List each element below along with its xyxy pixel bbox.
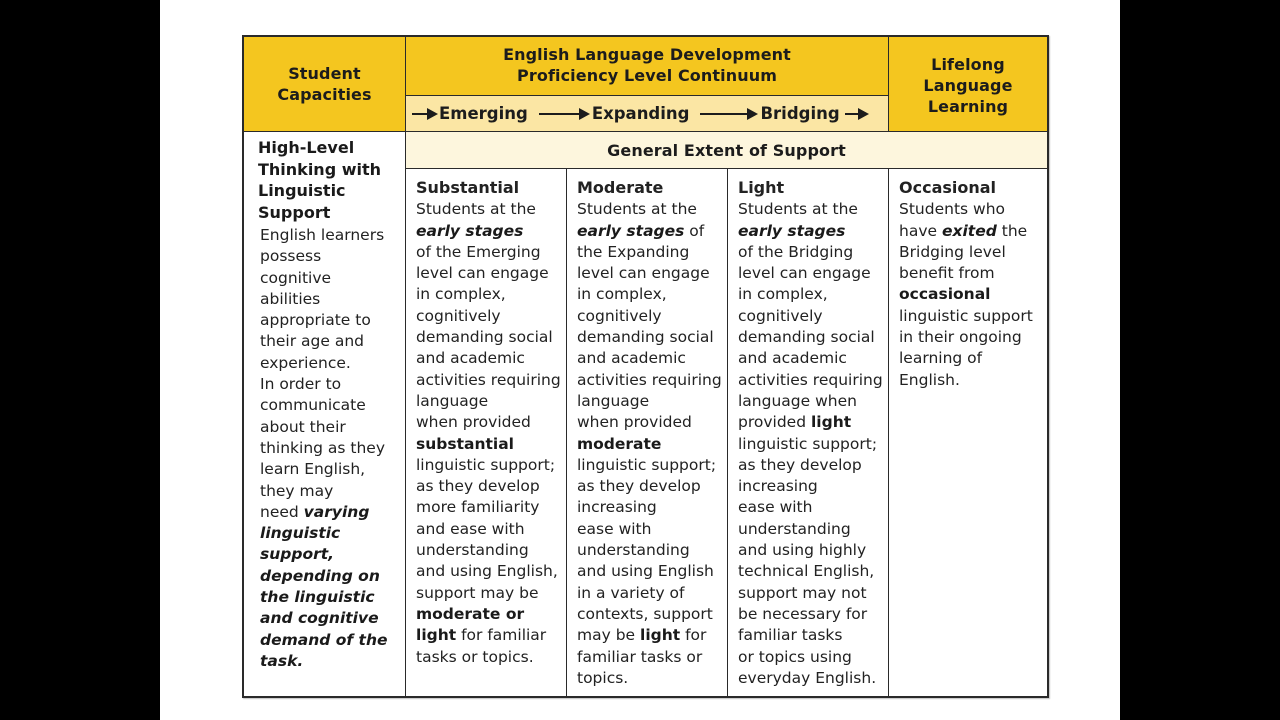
text-line: they may <box>260 481 334 500</box>
header-lifelong-learning <box>888 37 1047 131</box>
text-line: cognitively <box>416 306 501 325</box>
text-line: tasks or topics. <box>416 647 534 666</box>
text-line: early stages <box>416 221 524 240</box>
text-line: support may not <box>738 583 867 602</box>
text-line: depending on <box>260 566 380 585</box>
text-line: ease with <box>577 519 652 538</box>
text-line: demanding social <box>577 328 714 347</box>
capacities-title <box>258 137 401 223</box>
text-line: Students who <box>899 200 1006 219</box>
text-line: and cognitive <box>260 609 379 628</box>
text-line: task. <box>260 651 304 670</box>
column-moderate <box>566 168 727 696</box>
text-line: support may be <box>416 583 539 602</box>
text-line: linguistic support <box>899 306 1033 325</box>
text-line: linguistic support; <box>416 455 556 474</box>
text-line: in complex, <box>416 285 506 304</box>
eld-support-table <box>242 35 1049 698</box>
text-line: support, <box>260 545 335 564</box>
text-line: moderate <box>577 434 662 453</box>
capacities-title-line: Thinking with <box>258 159 382 179</box>
general-extent-label: General Extent of Support <box>607 140 846 160</box>
text-line: moderate or <box>416 604 525 623</box>
text-line: when provided <box>577 413 692 432</box>
text-line: and using highly <box>738 541 867 560</box>
text-line: in complex, <box>738 285 828 304</box>
text-line: occasional <box>899 285 991 304</box>
capacities-description <box>258 225 401 672</box>
text-line: Bridging level <box>899 242 1006 261</box>
text-line: and academic <box>416 349 525 368</box>
arrow-right-icon <box>700 113 756 115</box>
text-line: linguistic support; <box>738 434 878 453</box>
text-line: In order to <box>260 375 342 394</box>
support-level-title: Substantial <box>416 178 520 197</box>
text-line: familiar tasks <box>738 626 843 645</box>
text-line: level can engage <box>577 264 710 283</box>
text-line: possess <box>260 247 322 266</box>
text-line: language when <box>738 391 857 410</box>
text-line: and ease with <box>416 519 525 538</box>
text-line: level can engage <box>416 264 549 283</box>
header-eld-continuum <box>405 37 888 95</box>
text-line: abilities <box>260 289 321 308</box>
text-line: increasing <box>577 498 657 517</box>
text-line: English. <box>899 370 960 389</box>
text-line: understanding <box>577 541 690 560</box>
text-line: activities requiring <box>577 370 722 389</box>
text-line: and academic <box>577 349 686 368</box>
text-line: language <box>577 391 650 410</box>
text-line: topics. <box>577 668 629 687</box>
text-line: increasing <box>738 477 818 496</box>
text-line: cognitive <box>260 268 332 287</box>
text-line: and using English, <box>416 562 558 581</box>
text-line: may be light for <box>577 626 707 645</box>
text-line: early stages of <box>577 221 705 240</box>
arrow-right-icon <box>412 113 436 115</box>
text-line: thinking as they <box>260 438 386 457</box>
support-level-title: Occasional <box>899 178 997 197</box>
header-line: Learning <box>927 96 1009 116</box>
header-line: Student <box>288 64 361 83</box>
text-line: about their <box>260 417 346 436</box>
text-line: ease with <box>738 498 813 517</box>
text-line: substantial <box>416 434 514 453</box>
level-expanding: Expanding <box>591 104 690 123</box>
text-line: familiar tasks or <box>577 647 703 666</box>
level-bridging: Bridging <box>760 104 840 123</box>
capacities-title-line: Linguistic <box>258 181 346 200</box>
text-line: need varying <box>260 502 370 521</box>
text-line: be necessary for <box>738 604 868 623</box>
text-line: Students at the <box>416 200 536 219</box>
header-student-capacities <box>244 37 405 131</box>
text-line: their age and <box>260 332 365 351</box>
text-line: linguistic support; <box>577 455 717 474</box>
text-line: learn English, <box>260 460 366 479</box>
text-line: demanding social <box>416 328 553 347</box>
capacities-title-line: Support <box>258 202 331 222</box>
header-line: Capacities <box>277 85 372 104</box>
header-line: English Language Development <box>503 45 791 64</box>
capacities-title-line: High-Level <box>258 138 355 157</box>
text-line: cognitively <box>577 306 662 325</box>
text-line: contexts, support <box>577 604 713 623</box>
text-line: language <box>416 391 489 410</box>
header-line: Proficiency Level Continuum <box>517 66 777 85</box>
text-line: more familiarity <box>416 498 540 517</box>
text-line: the Expanding <box>577 242 690 261</box>
text-line: everyday English. <box>738 668 877 687</box>
text-line: communicate <box>260 396 366 415</box>
text-line: appropriate to <box>260 311 371 330</box>
text-line: learning of <box>899 349 983 368</box>
text-line: have exited the <box>899 221 1028 240</box>
text-line: early stages <box>738 221 846 240</box>
text-line: level can engage <box>738 264 871 283</box>
text-line: in complex, <box>577 285 667 304</box>
text-line: activities requiring <box>738 370 883 389</box>
text-line: demand of the <box>260 630 388 649</box>
header-line: Lifelong <box>931 54 1005 74</box>
column-light <box>727 168 888 696</box>
text-line: of the Bridging <box>738 242 854 261</box>
text-line: and using English <box>577 562 714 581</box>
text-line: Students at the <box>738 200 858 219</box>
text-line: benefit from <box>899 264 995 283</box>
text-line: and academic <box>738 349 847 368</box>
capacities-cell <box>244 131 405 696</box>
text-line: in a variety of <box>577 583 685 602</box>
header-line: Language <box>923 75 1013 95</box>
text-line: experience. <box>260 353 351 372</box>
arrow-right-icon <box>845 113 867 115</box>
text-line: as they develop <box>738 455 862 474</box>
text-line: English learners <box>260 226 385 244</box>
text-line: when provided <box>416 413 531 432</box>
text-line: as they develop <box>416 477 540 496</box>
text-line: or topics using <box>738 647 852 666</box>
text-line: understanding <box>416 541 529 560</box>
column-substantial <box>405 168 566 696</box>
level-emerging: Emerging <box>439 104 528 123</box>
support-level-title: Moderate <box>577 178 664 197</box>
text-line: light for familiar <box>416 626 547 645</box>
text-line: linguistic <box>260 524 341 543</box>
text-line: the linguistic <box>260 588 375 607</box>
general-extent-of-support <box>405 131 1047 168</box>
text-line: technical English, <box>738 562 875 581</box>
support-level-title: Light <box>738 178 785 197</box>
text-line: in their ongoing <box>899 328 1022 347</box>
column-occasional <box>888 168 1047 696</box>
text-line: as they develop <box>577 477 701 496</box>
text-line: cognitively <box>738 306 823 325</box>
text-line: understanding <box>738 519 851 538</box>
text-line: provided light <box>738 413 852 432</box>
text-line: demanding social <box>738 328 875 347</box>
proficiency-levels-row <box>405 95 888 131</box>
text-line: of the Emerging <box>416 242 541 261</box>
arrow-right-icon <box>539 113 588 115</box>
text-line: Students at the <box>577 200 697 219</box>
text-line: activities requiring <box>416 370 561 389</box>
